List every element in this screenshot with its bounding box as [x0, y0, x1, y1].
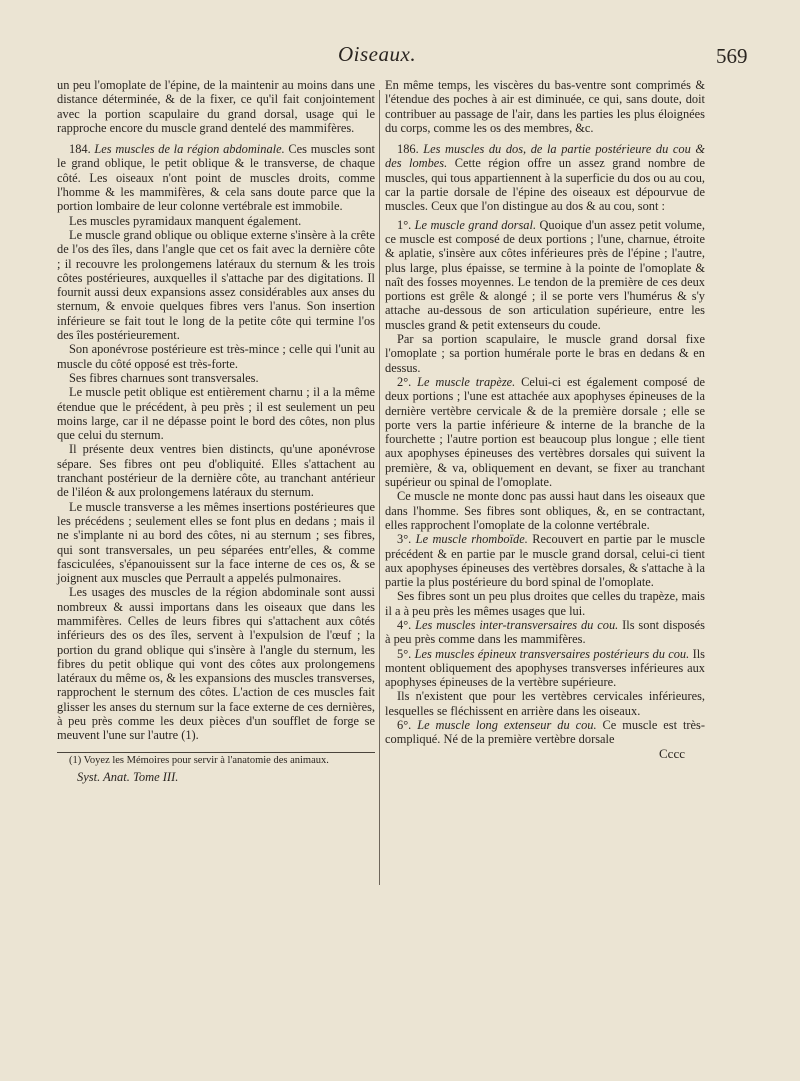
catchword: Cccc	[659, 745, 685, 761]
paragraph: Son aponévrose postérieure est très-mince ; celle qui l'unit au muscle du côté opposé est très-forte.	[57, 342, 375, 371]
item-1	[385, 218, 705, 332]
item-text: Celui-ci est également composé de deux portions ; l'une est attachée aux apophyses épineuses de la dernière vertèbre cervicale & de la première dorsale ; elle se porte vers la partie inférieure & interne de la branche de la fourchette ; l'autre portion est beaucoup plus longue ; elle tient aux apophyses épineuses des vertèbres dorsales qui suivent la première, & va, obliquement en devant, se fixer au tranchant supérieur ou spinal de l'omoplate.	[385, 374, 706, 490]
section-heading: Les muscles de la région abdominale.	[94, 142, 285, 157]
left-column	[57, 78, 375, 784]
item-heading: Le muscle trapèze.	[417, 374, 516, 389]
paragraph: Le muscle petit oblique est entièrement charnu ; il a la même étendue que le précédent, à peu près ; il est seulement un peu moins large, car il ne dépasse point le bord des côtes, non plus que celui du sternum.	[57, 385, 375, 443]
paragraph: En même temps, les viscères du bas-ventre sont comprimés & l'étendue des poches à air est diminuée, ce qui, sans doute, doit contribuer au passage de l'air, dans les parties les plus éloignées du corps, comme les os des membres, &c.	[385, 78, 705, 135]
item-number: 3°.	[397, 532, 412, 547]
paragraph: Il présente deux ventres bien distincts, qu'une aponévrose sépare. Ses fibres ont peu d'obliquité. Elles s'attachent au tranchant postérieur de la dernière côte, au tranchant antérieur de l'iléon & aux prolongemens latéraux du sternum.	[57, 442, 375, 500]
item-text: Recouvert en partie par le muscle précédent & en partie par le muscle grand dorsal, celui-ci tient aux apophyses épineuses des vertèbres dorsales, & s'attache à la partie la plus postérieure du bord spinal de l'omoplate.	[385, 532, 706, 590]
item-heading: Les muscles épineux transversaires postérieurs du cou.	[414, 646, 690, 661]
page-header	[0, 42, 800, 74]
page-number: 569	[716, 44, 748, 68]
section-text: Cette région offre un assez grand nombre de muscles, qui tous appartiennent à la superficie du dos ou au cou, car la partie dorsale de l'épine des oiseaux est dépourvue de muscles. Ceux que l'on distingue au dos & au cou, sont :	[385, 156, 705, 214]
section-186	[385, 142, 705, 213]
item-number: 2°.	[397, 374, 412, 389]
item-3	[385, 532, 705, 589]
item-number: 4°.	[397, 617, 412, 632]
section-number: 184.	[69, 142, 91, 157]
paragraph: Ses fibres charnues sont transversales.	[69, 370, 259, 385]
section-number: 186.	[397, 142, 419, 157]
right-column	[385, 78, 705, 761]
paragraph: Ce muscle ne monte donc pas aussi haut dans les oiseaux que dans l'homme. Ses fibres sont obliques, &, en se contractant, elles rapprochent l'omoplate de la colonne vertébrale.	[385, 489, 705, 532]
item-heading: Le muscle long extenseur du cou.	[417, 718, 597, 733]
item-text: Ils sont disposés à peu près comme dans les mammifères.	[385, 617, 705, 647]
paragraph: Les usages des muscles de la région abdominale sont aussi nombreux & aussi importans dans les oiseaux que dans les mammifères. Celles de leurs fibres qui s'attachent aux côtés inférieurs des os des îles, servent à l'expulsion de l'œuf ; la portion du grand oblique qui s'insère à l'angle du sternum, les fibres du petit oblique qui vont des côtes aux prolongemens latéraux du même os, & les expansions des muscles transverses, rapprochent le sternum des côtes. L'action de ces muscles fait glisser les anses du sternum sur la face externe de ces dernières, à peu près comme les deux pièces d'un soufflet de forge se meuvent l'une sur l'autre (1).	[57, 585, 375, 743]
item-heading: Le muscle rhomboïde.	[415, 532, 528, 547]
item-text: Ce muscle est très-compliqué. Né de la première vertèbre dorsale	[385, 718, 706, 747]
signature-mark: Syst. Anat. Tome III.	[77, 770, 179, 785]
paragraph: Les muscles pyramidaux manquent également.	[69, 213, 302, 228]
item-number: 1°.	[397, 217, 412, 232]
item-text: Quoique d'un assez petit volume, ce muscle est composé de deux portions ; l'une, charnue, étroite & aplatie, s'insère aux côtes inférieures près de l'épine ; l'autre, plus large, plus épaisse, se termine à la pointe de l'omoplate & naît des fosses moyennes. Le tendon de la première de ces deux portions est grêle & alongé ; il se porte vers l'humérus & s'y attache au-dessous de son articulation supérieure, entre les muscles grand & petit extenseurs du coude.	[385, 217, 705, 332]
paragraph: Ses fibres sont un peu plus droites que celles du trapèze, mais il a à peu près les mêmes usages que lui.	[385, 589, 705, 618]
paragraph: Le muscle grand oblique ou oblique externe s'insère à la crête de l'os des îles, dans l'angle que cet os fait avec la dernière côte ; il recouvre les prolongemens latéraux du sternum & les trois côtes postérieures, auxquelles il s'attache par des digitations. Il fournit aussi deux expansions assez considérables aux anses du sternum, & envoie quelques fibres vers l'anus. Son insertion inférieure se fait tout le long de la petite côte qui termine l'os des îles postérieurement.	[57, 227, 375, 343]
item-5	[385, 647, 705, 690]
item-4	[385, 618, 705, 647]
item-heading: Les muscles inter-transversaires du cou.	[415, 617, 619, 632]
item-2	[385, 375, 705, 489]
section-184	[57, 142, 375, 213]
item-number: 5°.	[397, 646, 412, 661]
item-number: 6°.	[397, 718, 412, 733]
running-title: Oiseaux.	[338, 42, 417, 66]
item-6	[385, 718, 705, 747]
footnote: (1) Voyez les Mémoires pour servir à l'anatomie des animaux.	[69, 754, 329, 766]
column-divider	[379, 90, 380, 885]
footnote-rule	[57, 752, 375, 753]
paragraph: un peu l'omoplate de l'épine, de la maintenir au moins dans une distance déterminée, & de la fixer, ce qu'il fait conjointement avec la portion scapulaire du grand dorsal, usage qui le rapproche encore du muscle grand dentelé des mammifères.	[57, 78, 375, 135]
paragraph: Par sa portion scapulaire, le muscle grand dorsal fixe l'omoplate ; sa portion humérale porte le bras en dedans & en dessus.	[385, 332, 705, 375]
section-heading: Les muscles du dos, de la partie postérieure du cou & des lombes.	[385, 142, 705, 171]
paragraph: Ils n'existent que pour les vertèbres cervicales inférieures, lesquelles se fléchissent en arrière dans les oiseaux.	[385, 689, 705, 718]
paragraph: Le muscle transverse a les mêmes insertions postérieures que les précédens ; seulement elles se font plus en dedans ; mais il ne s'implante ni au bord des côtes, ni au sternum ; ses fibres, qui sont transversales, un peu séparées entr'elles, & comme fasciculées, s'épanouissent sur la face interne de ces os, & se joignent aux muscles que Perrault a appelés pulmonaires.	[57, 499, 375, 586]
section-text: Ces muscles sont le grand oblique, le petit oblique & le transverse, de chaque côté. Les oiseaux n'ont point de muscles droits, comme l'homme & les mammifères, & cela sans doute parce que la portion lombaire de leur colonne vertébrale est immobile.	[57, 142, 375, 214]
item-heading: Le muscle grand dorsal.	[414, 217, 537, 232]
item-text: Ils montent obliquement des apophyses transverses inférieures aux apophyses épineuses de la vertèbre supérieure.	[385, 646, 705, 690]
